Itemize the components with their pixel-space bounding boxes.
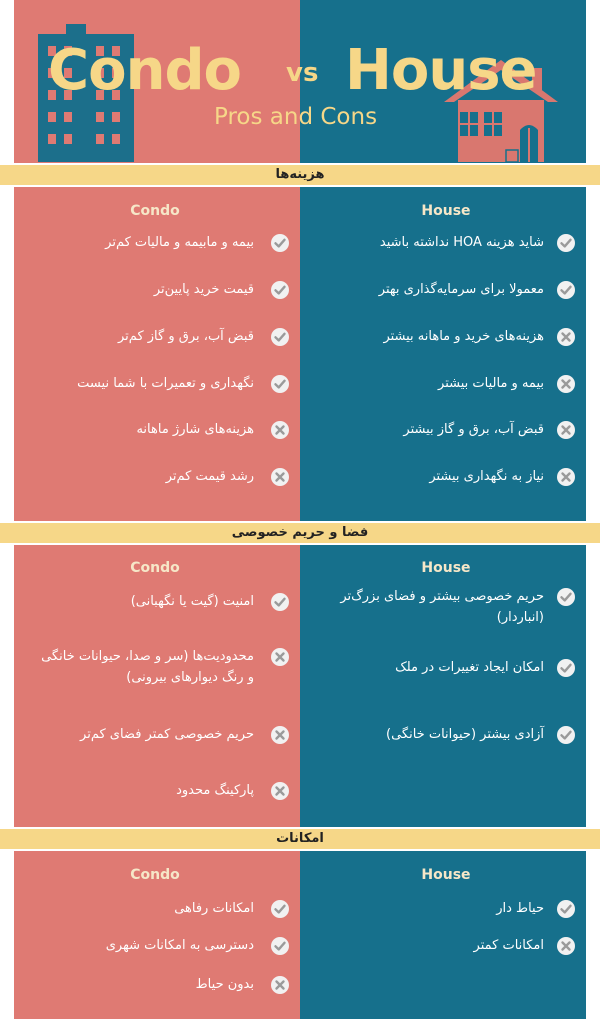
x-icon (556, 467, 576, 487)
house-item: نیاز به نگهداری بیشتر (429, 469, 544, 484)
x-icon (556, 420, 576, 440)
condo-column-heading: Condo (130, 867, 180, 883)
section-band (0, 163, 600, 187)
house-item: هزینه‌های خرید و ماهانه بیشتر (383, 329, 544, 344)
house-item: بیمه و مالیات بیشتر (438, 376, 544, 391)
condo-item: قیمت خرید پایین‌تر (153, 282, 254, 297)
x-icon (270, 725, 290, 745)
header (0, 0, 600, 165)
condo-item: قبض آب، برق و گاز کم‌تر (118, 329, 254, 344)
check-icon (270, 936, 290, 956)
house-item: امکان ایجاد تغییرات در ملک (395, 660, 544, 675)
condo-item: نگهداری و تعمیرات با شما نیست (77, 376, 254, 391)
check-icon (556, 587, 576, 607)
house-item: حیاط دار (496, 901, 544, 916)
section-title: امکانات (276, 831, 324, 846)
condo-item: امنیت (گیت یا نگهبانی) (130, 594, 254, 609)
check-icon (556, 658, 576, 678)
condo-column-heading: Condo (130, 203, 180, 219)
x-icon (270, 467, 290, 487)
check-icon (270, 233, 290, 253)
section-band (0, 521, 600, 545)
section-band (0, 827, 600, 851)
condo-item: بدون حیاط (195, 977, 254, 992)
x-icon (556, 374, 576, 394)
check-icon (270, 899, 290, 919)
x-icon (556, 327, 576, 347)
check-icon (556, 280, 576, 300)
x-icon (270, 420, 290, 440)
condo-column-heading: Condo (130, 560, 180, 576)
check-icon (270, 327, 290, 347)
house-column-heading: House (421, 867, 471, 883)
section-title: فضا و حریم خصوصی (231, 525, 369, 540)
x-icon (270, 647, 290, 667)
x-icon (556, 936, 576, 956)
title-house: House (345, 38, 537, 103)
title-condo: Condo (48, 38, 241, 103)
house-item: قبض آب، برق و گاز بیشتر (403, 422, 544, 437)
check-icon (270, 374, 290, 394)
check-icon (556, 233, 576, 253)
condo-item: هزینه‌های شارژ ماهانه (136, 422, 254, 437)
condo-item: امکانات رفاهی (174, 901, 254, 916)
house-column-heading: House (421, 560, 471, 576)
condo-item: رشد قیمت کم‌تر (165, 469, 254, 484)
house-column-heading: House (421, 203, 471, 219)
condo-item: دسترسی به امکانات شهری (105, 938, 254, 953)
house-item: معمولا برای سرمایه‌گذاری بهتر (378, 282, 544, 297)
house-item: حریم خصوصی بیشتر و فضای بزرگ‌تر (انباردار) (340, 589, 544, 625)
condo-item: پارکینگ محدود (176, 783, 254, 798)
subtitle: Pros and Cons (214, 104, 378, 130)
check-icon (556, 899, 576, 919)
house-item: آزادی بیشتر (حیوانات خانگی) (386, 727, 544, 742)
house-item: امکانات کمتر (473, 938, 544, 953)
condo-item: بیمه و مابیمه و مالیات کم‌تر (105, 235, 254, 250)
check-icon (270, 592, 290, 612)
check-icon (556, 725, 576, 745)
condo-item: حریم خصوصی کمتر فضای کم‌تر (80, 727, 254, 742)
title-vs: vs (286, 58, 319, 88)
x-icon (270, 975, 290, 995)
x-icon (270, 781, 290, 801)
section-title: هزینه‌ها (275, 167, 325, 182)
house-item: شاید هزینه HOA نداشته باشید (379, 235, 544, 250)
condo-item: محدودیت‌ها (سر و صدا، حیوانات خانگی و رنگ دیوارهای بیرونی) (41, 649, 254, 685)
check-icon (270, 280, 290, 300)
